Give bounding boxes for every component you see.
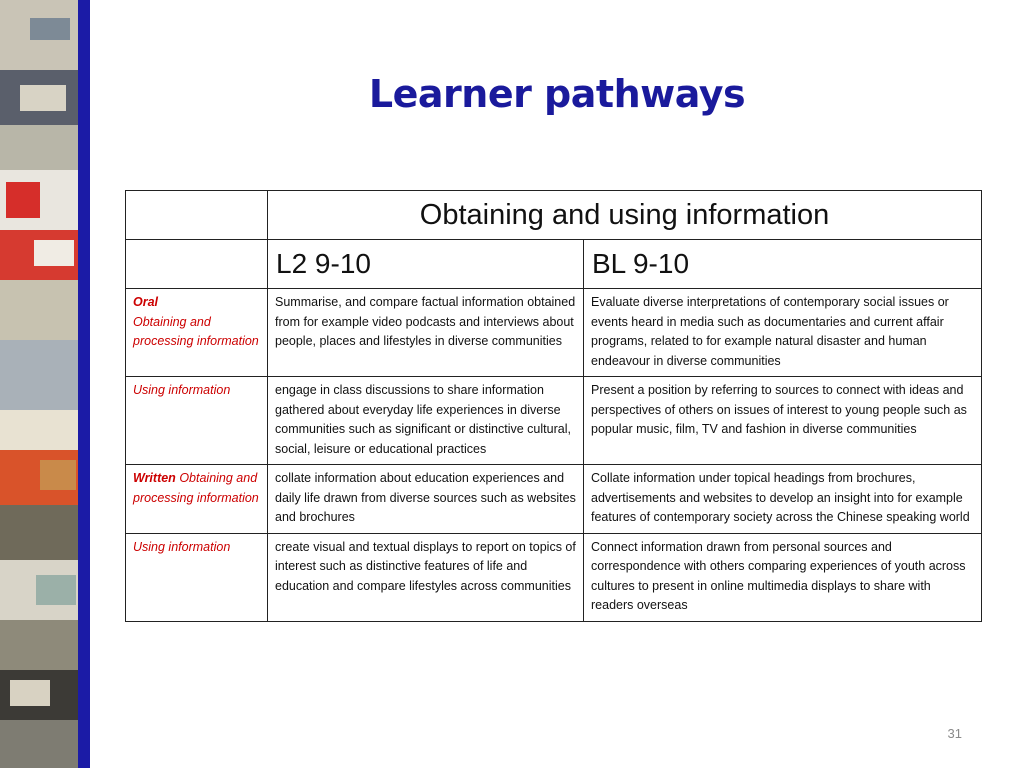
collage-strip-decoration [0,0,78,768]
row-label-rest: Obtaining and processing information [133,471,259,505]
table-header-row [126,191,982,240]
row-label-rest: Using information [133,383,231,397]
empty-corner-cell [126,191,268,240]
slide-title: Learner pathways [368,72,746,116]
blue-side-bar [78,0,90,768]
col-header-l2: L2 9-10 [268,240,584,289]
table-subheader-row [126,240,982,289]
cell-bl: Evaluate diverse interpretations of contemporary social issues or events heard in media such as documentaries and current affair programs, related to for example natural disaster and human endeavour in diverse communities [584,289,982,377]
cell-bl: Collate information under topical headings from brochures, advertisements and websites to develop an insight into for example features of contemporary society across the Chinese speaking world [584,465,982,534]
table-row [126,465,982,534]
row-label [126,289,268,377]
pathways-table [125,190,982,622]
row-label [126,465,268,534]
row-label [126,377,268,465]
row-label-strong: Written [133,471,176,485]
header-main: Obtaining and using information [268,191,982,240]
table-row [126,289,982,377]
page-number: 31 [947,726,962,741]
cell-l2: collate information about education experiences and daily life drawn from diverse sources such as websites and brochures [268,465,584,534]
table-row [126,533,982,621]
cell-l2: create visual and textual displays to report on topics of interest such as distinctive features of life and education and compare lifestyles across communities [268,533,584,621]
row-label-rest: Using information [133,539,231,554]
row-label-rest: Obtaining and processing information [133,314,259,348]
row-label [126,533,268,621]
col-header-bl: BL 9-10 [584,240,982,289]
cell-bl: Present a position by referring to sources to connect with ideas and perspectives of others on issues of interest to young people such as popular music, film, TV and fashion in diverse communities [584,377,982,465]
cell-l2: Summarise, and compare factual information obtained from for example video podcasts and interviews about people, places and lifestyles in diverse communities [268,289,584,377]
table-row [126,377,982,465]
cell-l2: engage in class discussions to share information gathered about everyday life experiences in diverse communities such as significant or distinctive cultural, social, leisure or educational practices [268,377,584,465]
empty-corner-cell [126,240,268,289]
cell-bl: Connect information drawn from personal sources and correspondence with others comparing experiences of youth across cultures to present in online multimedia displays to share with readers overseas [584,533,982,621]
row-label-strong: Oral [133,295,159,309]
